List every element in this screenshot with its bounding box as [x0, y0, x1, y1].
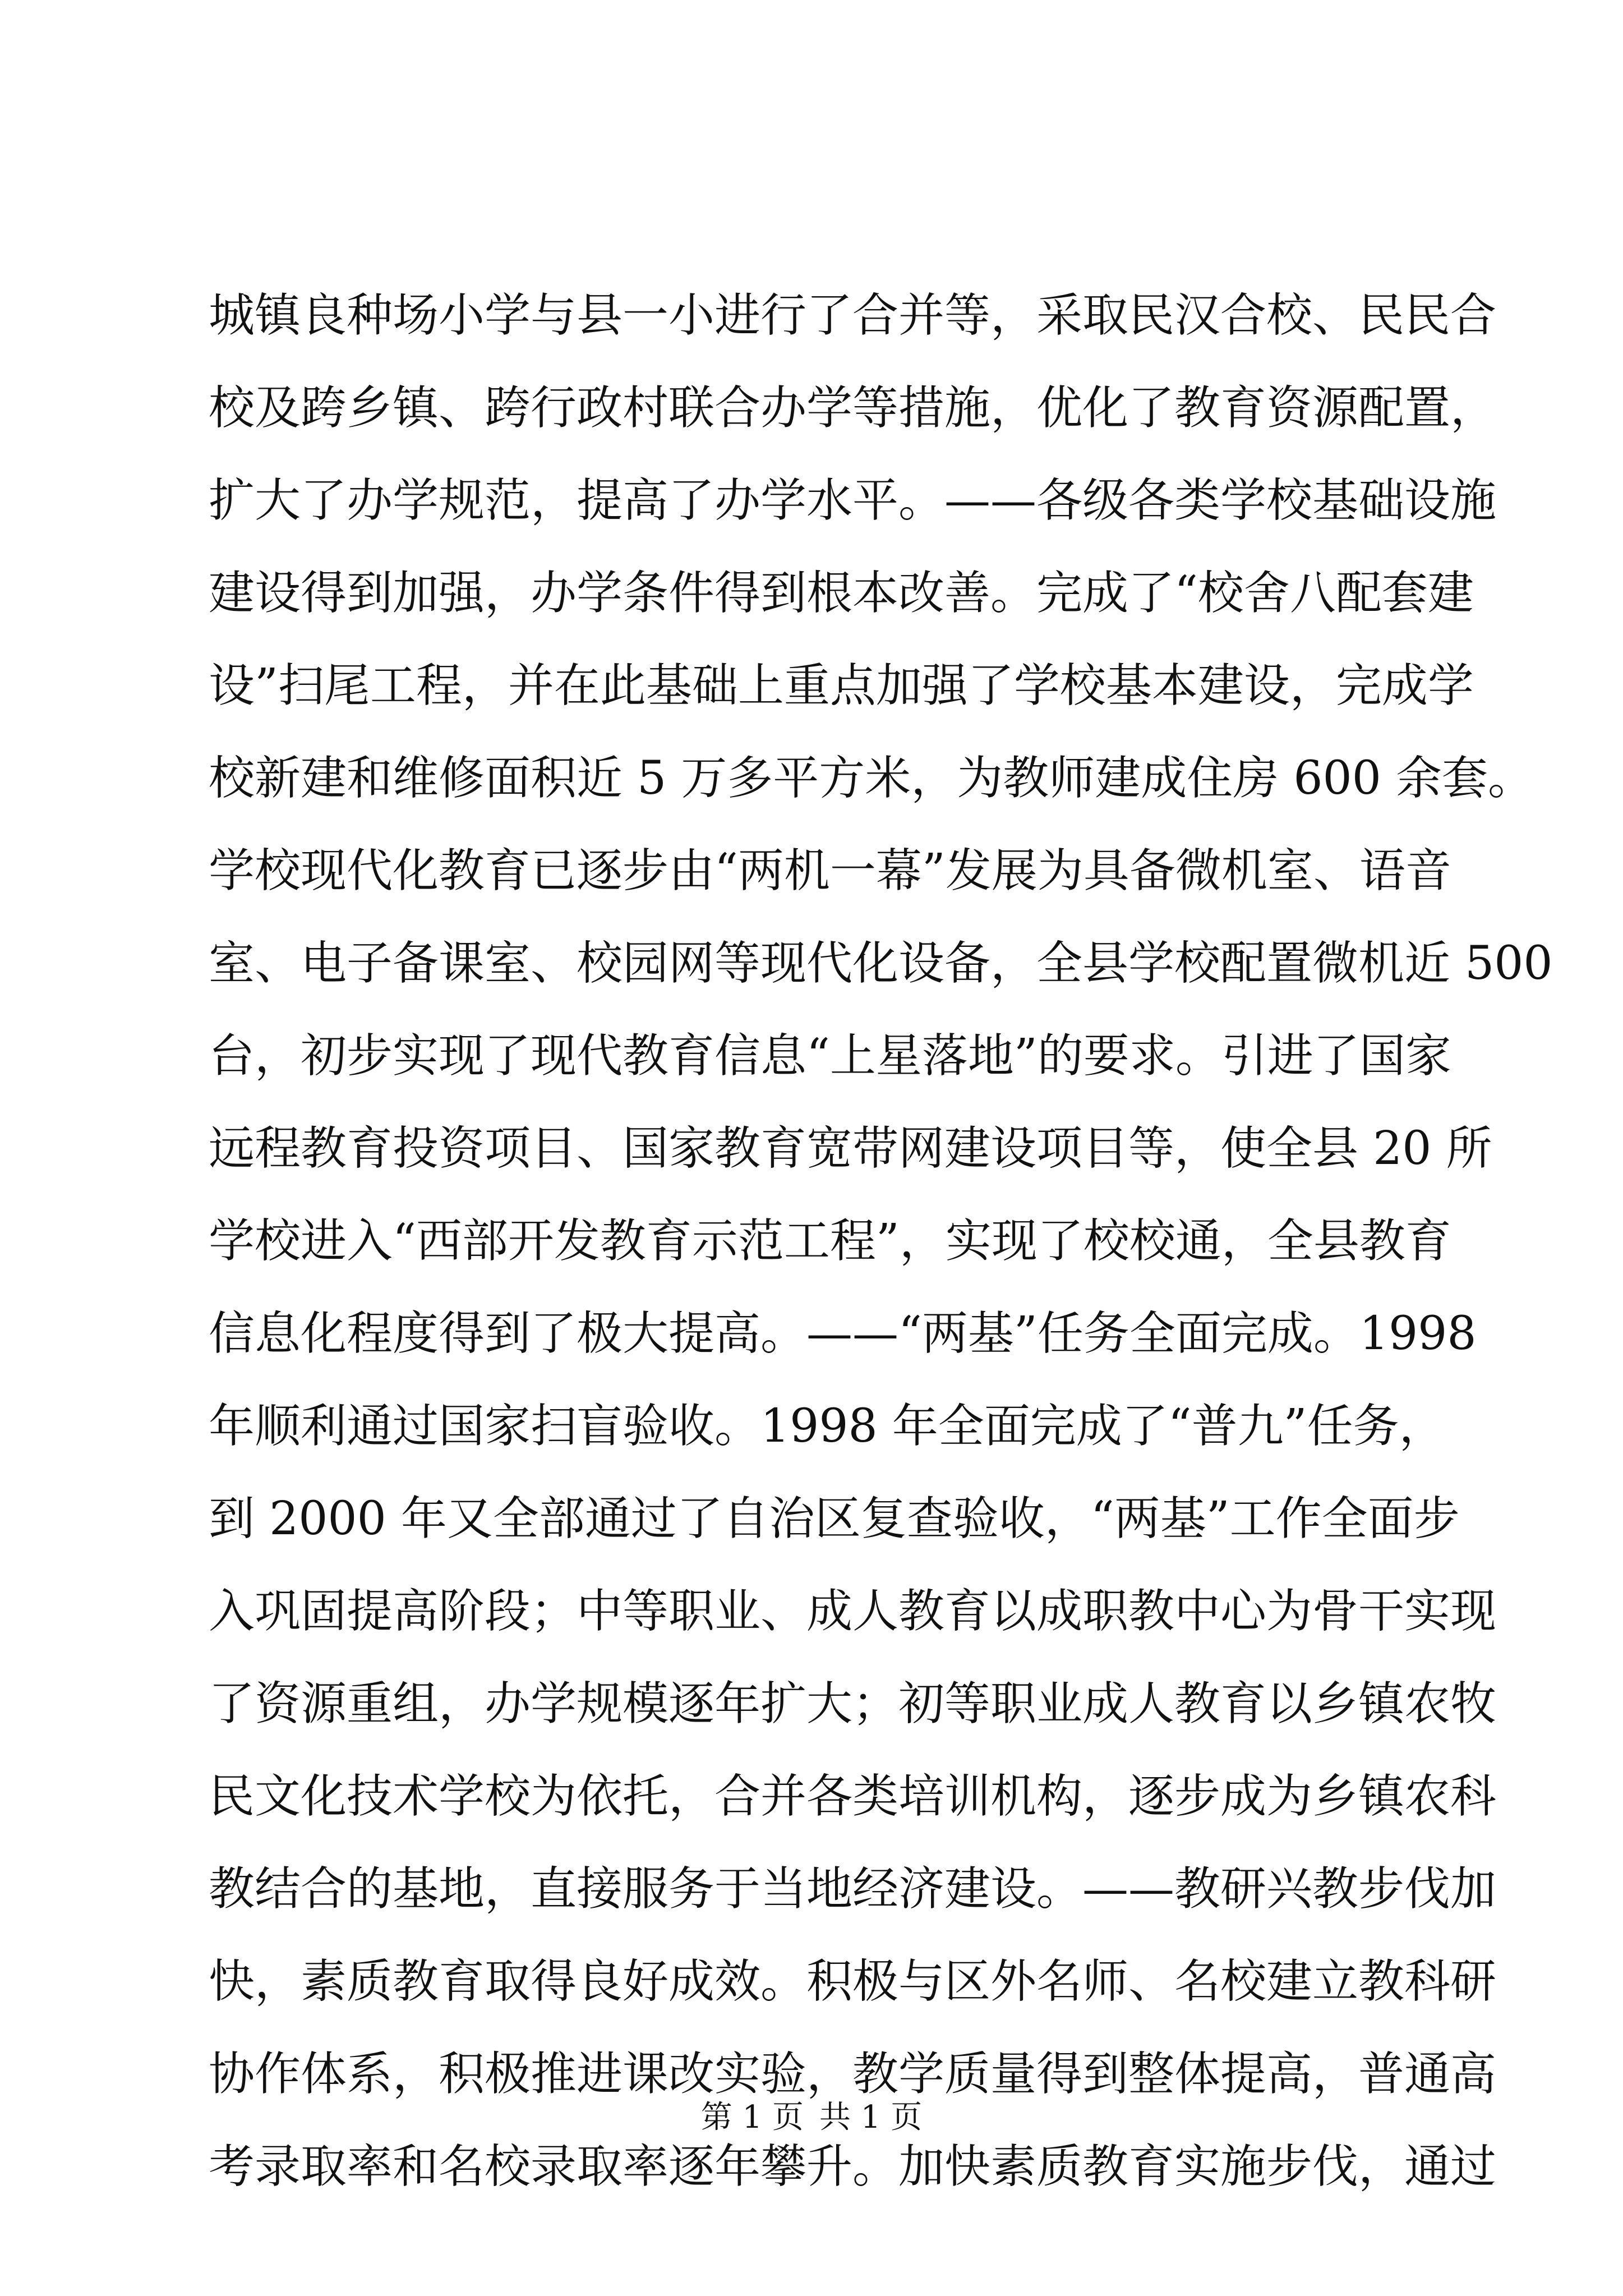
text-line: 到 2000 年又全部通过了自治区复查验收，“两基”工作全面步 — [209, 1492, 1460, 1545]
text-line: 学校现代化教育已逐步由“两机一幕”发展为具备微机室、语音 — [209, 844, 1451, 898]
page-number-label: 第 1 页 — [700, 2099, 804, 2136]
text-line: 建设得到加强，办学条件得到根本改善。完成了“校舍八配套建 — [209, 567, 1474, 620]
text-line: 教结合的基地，直接服务于当地经济建设。——教研兴教步伐加 — [209, 1862, 1497, 1916]
page-total-label: 共 1 页 — [819, 2099, 923, 2136]
text-line: 校及跨乡镇、跨行政村联合办学等措施，优化了教育资源配置， — [209, 381, 1497, 435]
text-line: 民文化技术学校为依托，合并各类培训机构，逐步成为乡镇农科 — [209, 1770, 1497, 1823]
text-line: 扩大了办学规范，提高了办学水平。——各级各类学校基础设施 — [209, 474, 1497, 527]
page-footer — [0, 2092, 1623, 2143]
text-line: 年顺利通过国家扫盲验收。1998 年全面完成了“普九”任务， — [209, 1400, 1445, 1453]
text-line: 台，初步实现了现代教育信息“上星落地”的要求。引进了国家 — [209, 1029, 1451, 1083]
text-line: 远程教育投资项目、国家教育宽带网建设项目等，使全县 20 所 — [209, 1122, 1492, 1175]
text-line: 设”扫尾工程，并在此基础上重点加强了学校基本建设，完成学 — [209, 659, 1474, 712]
text-line: 了资源重组，办学规模逐年扩大；初等职业成人教育以乡镇农牧 — [209, 1677, 1497, 1731]
text-line: 考录取率和名校录取率逐年攀升。加快素质教育实施步伐，通过 — [209, 2140, 1497, 2193]
text-line: 学校进入“西部开发教育示范工程”，实现了校校通，全县教育 — [209, 1214, 1451, 1268]
text-line: 入巩固提高阶段；中等职业、成人教育以成职教中心为骨干实现 — [209, 1585, 1497, 1638]
text-line: 协作体系，积极推进课改实验，教学质量得到整体提高，普通高 — [209, 2047, 1497, 2101]
text-line: 城镇良种场小学与县一小进行了合并等，采取民汉合校、民民合 — [209, 289, 1497, 342]
text-line: 信息化程度得到了极大提高。——“两基”任务全面完成。1998 — [209, 1307, 1477, 1360]
text-line: 快，素质教育取得良好成效。积极与区外名师、名校建立教科研 — [209, 1955, 1497, 2008]
text-line: 室、电子备课室、校园网等现代化设备，全县学校配置微机近 500 — [209, 937, 1553, 990]
text-line: 校新建和维修面积近 5 万多平方米，为教师建成住房 600 余套。 — [209, 752, 1534, 805]
